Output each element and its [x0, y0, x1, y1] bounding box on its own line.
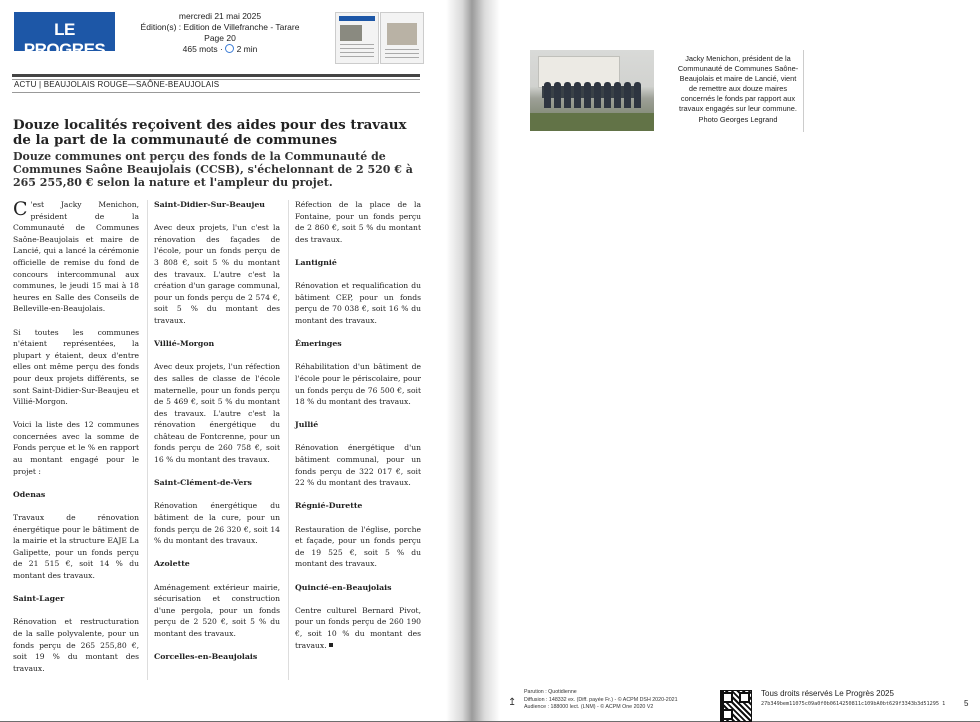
- upload-arrow-icon[interactable]: ↥: [508, 697, 517, 708]
- article-meta: [130, 11, 310, 55]
- commune-text: Rénovation et requalification du bâtiment CEP, pour un fonds perçu de 70 038 €, soit 16 % du montant des travaux.: [295, 281, 421, 325]
- commune-heading: Saint-Lager: [13, 594, 65, 604]
- article-column-1: [13, 199, 139, 686]
- commune-text: Réfection de la place de la Fontaine, pour un fonds perçu de 2 860 €, soit 5 % du montant des travaux.: [295, 200, 421, 244]
- commune-text: Rénovation énergétique d'un bâtiment communal, pour un fonds perçu de 322 017 €, soit 22 % du montant des travaux.: [295, 443, 421, 488]
- page-thumbnail-2[interactable]: [380, 12, 424, 64]
- logo-text: LE PROGRES: [23, 20, 106, 59]
- column-divider: [147, 200, 148, 680]
- document-hash: 27b349bem11075c09a0f0b0614250811c109bA0bt629f3343b3d51295 1: [761, 701, 946, 707]
- commune-text: Aménagement extérieur mairie, sécurisation et construction d'une pergola, pour un fonds perçu de 2 520 €, soit 5 % du montant des travaux.: [154, 582, 280, 638]
- commune-text-final: Centre culturel Bernard Pivot, pour un fonds perçu de 260 190 €, soit 10 % du montant des travaux.: [295, 605, 421, 650]
- section-rubric: ACTU | BEAUJOLAIS ROUGE—SAÔNE-BEAUJOLAIS: [14, 80, 220, 89]
- meta-separator: ·: [219, 44, 223, 54]
- header-rule: [12, 74, 420, 77]
- commune-heading: Lantignié: [295, 257, 337, 267]
- clock-icon: [225, 44, 234, 53]
- commune-heading: Saint-Didier-Sur-Beaujeu: [154, 200, 265, 209]
- qr-code-icon: [720, 690, 752, 722]
- circulation-info: [524, 689, 704, 712]
- page-gutter: [446, 0, 500, 721]
- page-thumbnail-1[interactable]: [335, 12, 379, 64]
- audience: Audience : 188000 lect. (LNM) - © ACPM One 2020 V2: [524, 704, 654, 710]
- commune-text: Travaux de rénovation énergétique pour le bâtiment de la mairie et la structure EAJE La Galipette, pour un fonds perçu de 21 515 €, soit 14 % du montant des travaux.: [13, 513, 139, 580]
- commune-text: Rénovation et restructuration de la salle polyvalente, pour un fonds perçu de 265 255,80 €, soit 19 % du montant des travaux.: [13, 617, 139, 673]
- drop-cap: C: [13, 198, 28, 220]
- commune-heading: Saint-Clément-de-Vers: [154, 478, 252, 488]
- body-paragraph: Si toutes les communes n'étaient représentées, la plupart y étaient, deux d'entre elles ont même perçu des fonds pour deux projets différents, se sont Saint-Didier-Sur-Beaujeu et Villié-Morgon.: [13, 327, 139, 407]
- left-page: [0, 0, 446, 721]
- article-column-2: [154, 199, 280, 674]
- reading-info: [130, 44, 310, 55]
- commune-text: Restauration de l'église, porche et façade, pour un fonds perçu de 19 525 €, soit 5 % du montant des travaux.: [295, 524, 421, 569]
- page-number-right: 5: [964, 699, 969, 708]
- diffusion: Diffusion : 148332 ex. (Diff. payée Fr.) - © ACPM DSH 2020-2021: [524, 696, 678, 703]
- publication-date: mercredi 21 mai 2025: [178, 11, 262, 21]
- body-paragraph: Voici la liste des 12 communes concernées avec la somme de Fonds perçue et le % en rapport au montant engagé pour le projet :: [13, 420, 139, 476]
- commune-heading: Odenas: [13, 489, 46, 499]
- commune-text: Rénovation énergétique du bâtiment de la cure, pour un fonds perçu de 26 320 €, soit 14 % du montant des travaux.: [154, 501, 280, 546]
- article-standfirst: Douze communes ont perçu des fonds de la Communauté de Communes Saône Beaujolais (CCSB), s'échelonnant de 2 520 € à 265 255,80 € selon la nature et l'ampleur du projet.: [13, 150, 413, 189]
- rubric-rule: [12, 92, 420, 93]
- article-photo[interactable]: [530, 50, 654, 131]
- copyright-notice: Tous droits réservés Le Progrès 2025: [761, 689, 894, 698]
- article-headline: Douze localités reçoivent des aides pour des travaux de la part de la communauté de communes: [13, 117, 407, 148]
- commune-heading: Émeringes: [295, 339, 342, 349]
- intro-paragraph: [13, 199, 139, 315]
- commune-text: Réhabilitation d'un bâtiment de l'école pour le périscolaire, pour un fonds perçu de 76 500 €, soit 18 % du montant des travaux.: [295, 362, 421, 407]
- commune-heading: Jullié: [295, 420, 319, 430]
- commune-heading: Villié-Morgon: [154, 339, 215, 349]
- column-divider: [288, 200, 289, 680]
- photo-caption: Jacky Menichon, président de la Communauté de Communes Saône-Beaujolais et maire de Lancié, vient de remettre aux douze maires concernés le fonds par rapport aux travaux engagés sur leur commune. Photo Georges Legrand: [677, 54, 799, 124]
- commune-heading: Quincié-en-Beaujolais: [295, 582, 392, 592]
- commune-heading: Azolette: [154, 559, 190, 569]
- commune-heading: Régnié-Durette: [295, 501, 363, 511]
- caption-divider: [803, 50, 804, 132]
- end-mark: [329, 643, 333, 647]
- commune-text: Avec deux projets, l'un réfection des salles de classe de l'école maternelle, pour un fonds perçu de 5 469 €, soit 5 % du montant des travaux. L'autre c'est la rénovation énergétique du château de Fontcrenne, pour un fonds perçu de 260 758 €, soit 16 % du montant des travaux.: [154, 362, 280, 465]
- commune-text: Avec deux projets, l'un c'est la rénovation des façades de l'école, pour un fonds perçu de 3 808 €, soit 5 % du montant des travaux. L'autre c'est la création d'un garage communal, pour un fonds perçu de 2 574 €, soit 5 % du montant des travaux.: [154, 223, 280, 325]
- parution: Parution : Quotidienne: [524, 689, 577, 695]
- newspaper-logo: [14, 12, 115, 59]
- page-number: Page 20: [204, 33, 236, 43]
- word-count: 465 mots: [182, 44, 218, 54]
- commune-heading: Corcelles-en-Beaujolais: [154, 652, 258, 662]
- commune-text: [295, 605, 421, 651]
- read-time: 2 min: [236, 44, 258, 54]
- intro-text: 'est Jacky Menichon, président de la Communauté de Communes Saône-Beaujolais et maire de Lancié, qui a lancé la cérémonie officielle de remise du fond de concours intercommunal aux communes, le jeudi 15 mai à 18 heures en Salle des Conseils de Belleville-en-Beaujolais.: [13, 200, 139, 314]
- right-page: [500, 0, 980, 721]
- article-column-3: [295, 199, 421, 663]
- edition: Édition(s) : Edition de Villefranche - Tarare: [140, 22, 300, 32]
